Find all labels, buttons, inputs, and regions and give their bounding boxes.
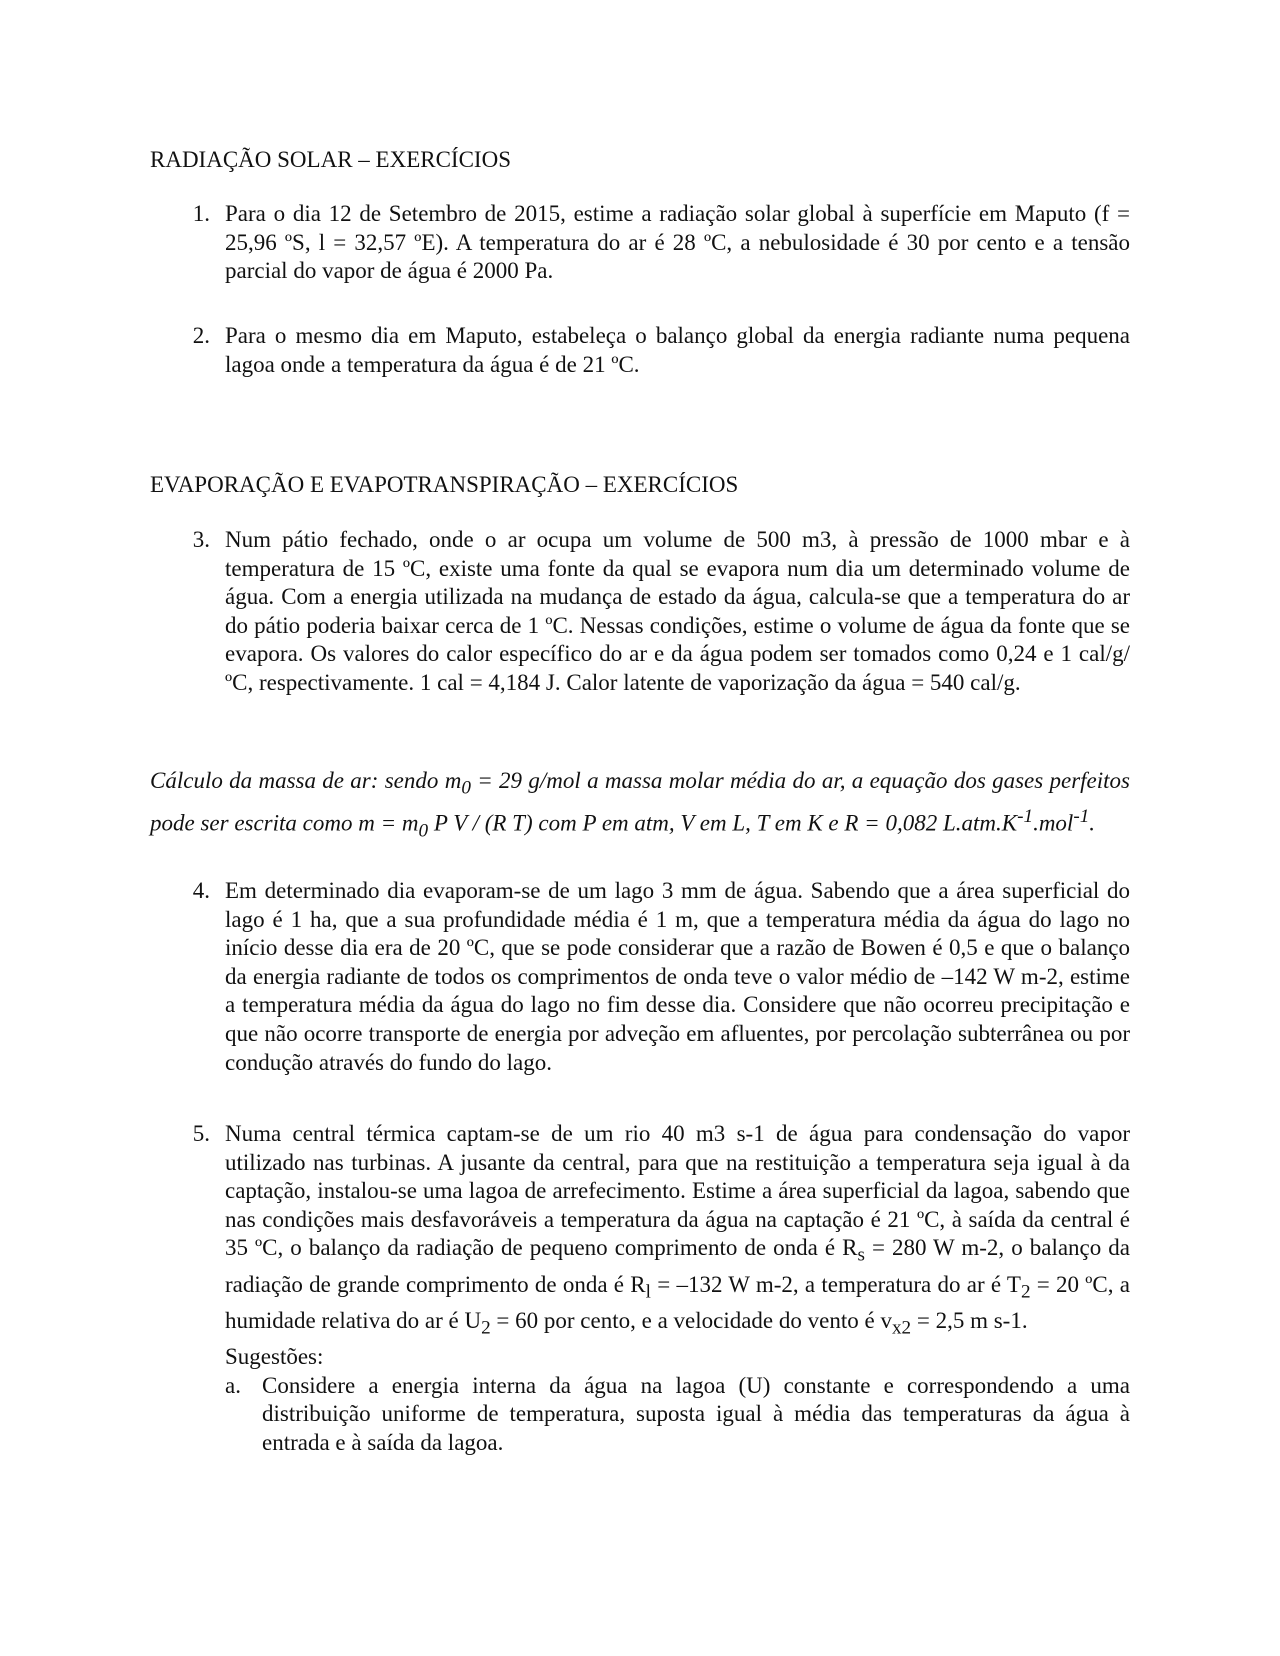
note-text: .mol (1033, 810, 1074, 836)
section-title-solar-radiation: RADIAÇÃO SOLAR – EXERCÍCIOS (150, 147, 511, 172)
exercise-text: Para o mesmo dia em Maputo, estabeleça o balanço global da energia radiante numa pequena lagoa onde a temperatura da água é de 21 ºC. (225, 323, 1130, 377)
note-text: . (1089, 810, 1096, 836)
text-run: Numa central térmica captam-se de um rio 40 m3 s-1 de água para condensação do vapor utilizado nas turbinas. A jusante da central, para que na restituição a temperatura seja igual à da captação, instalou-se uma lagoa de arrefecimento. Estime a área superficial da lagoa, sabendo que nas condições mais desfavoráveis a temperatura da água na captação é 21 ºC, à saída da central é 35 ºC, o balanço da radiação de pequeno comprimento de onda é R (225, 1121, 1130, 1261)
exercise-number: 4. (192, 878, 210, 903)
suggestion-letter: a. (225, 1372, 241, 1398)
subscript: x2 (891, 1317, 912, 1339)
exercise-1 (150, 200, 1130, 286)
subscript: s (857, 1244, 865, 1266)
note-text: Cálculo da massa de ar: sendo m (150, 768, 462, 793)
text-run: = 280 W m-2, o balanço da radiação de grande comprimento de onda é R (225, 1235, 1130, 1297)
exercise-5 (150, 1120, 1130, 1457)
exercise-4 (150, 877, 1130, 1077)
exercise-3 (150, 526, 1130, 698)
text-run: = –132 W m-2, a temperatura do ar é T (650, 1271, 1021, 1297)
subscript: 0 (418, 820, 429, 842)
note-text: P V / (R T) com P em atm, V em L, T em K e R = 0,082 L.atm.K (428, 810, 1018, 836)
exercise-number: 2. (192, 323, 210, 348)
suggestion-a (225, 1372, 1130, 1458)
subscript: l (645, 1281, 651, 1303)
subscript: 0 (461, 777, 471, 799)
suggestion-text: Considere a energia interna da água na lagoa (U) constante e correspondendo a uma distribuição uniforme de temperatura, suposta igual à média das temperaturas da água à entrada e à saída da lagoa. (262, 1372, 1130, 1455)
text-run: = 20 ºC, a humidade relativa do ar é U (225, 1271, 1130, 1333)
superscript: -1 (1073, 806, 1090, 828)
air-mass-note (150, 767, 1130, 846)
section-title-evaporation: EVAPORAÇÃO E EVAPOTRANSPIRAÇÃO – EXERCÍCIOS (150, 472, 739, 497)
exercise-number: 1. (192, 201, 210, 226)
exercise-number: 3. (192, 527, 210, 552)
exercise-2 (150, 322, 1130, 379)
superscript: -1 (1017, 806, 1034, 828)
text-run: = 2,5 m s-1. (911, 1307, 1028, 1333)
exercise-text: Num pátio fechado, onde o ar ocupa um volume de 500 m3, à pressão de 1000 mbar e à temperatura de 15 ºC, existe uma fonte da qual se evapora num dia um determinado volume de água. Com a energia utilizada na mudança de estado da água, calcula-se que a temperatura do ar do pátio poderia baixar cerca de 1 ºC. Nessas condições, estime o volume de água da fonte que se evapora. Os valores do calor específico do ar e da água podem ser tomados como 0,24 e 1 cal/g/ ºC, respectivamente. 1 cal = 4,184 J. Calor latente de vaporização da água = 540 cal/g. (225, 527, 1130, 695)
exercise-number: 5. (192, 1121, 210, 1146)
exercise-text: Em determinado dia evaporam-se de um lago 3 mm de água. Sabendo que a área superficial do lago é 1 ha, que a sua profundidade média é 1 m, que a temperatura média da água do lago no início desse dia era de 20 ºC, que se pode considerar que a razão de Bowen é 0,5 e que o balanço da energia radiante de todos os comprimentos de onda teve o valor médio de –142 W m-2, estime a temperatura média da água do lago no fim desse dia. Considere que não ocorreu precipitação e que não ocorre transporte de energia por adveção em afluentes, por percolação subterrânea ou por condução através do fundo do lago. (225, 878, 1130, 1075)
text-run: = 60 por cento, e a velocidade do vento é v (490, 1307, 892, 1333)
subscript: 2 (1020, 1281, 1031, 1303)
subscript: 2 (481, 1317, 491, 1339)
note-text: = 29 g/mol a massa molar média do ar, a equação dos gases perfeitos pode ser escrita como m = m (150, 768, 1131, 836)
exercise-text: Para o dia 12 de Setembro de 2015, estime a radiação solar global à superfície em Maputo (f = 25,96 ºS, l = 32,57 ºE). A temperatura do ar é 28 ºC, a nebulosidade é 30 por cento e a tensão parcial do vapor de água é 2000 Pa. (225, 201, 1130, 284)
exercise-text (225, 1120, 1130, 1343)
suggestions-label: Sugestões: (225, 1343, 324, 1369)
